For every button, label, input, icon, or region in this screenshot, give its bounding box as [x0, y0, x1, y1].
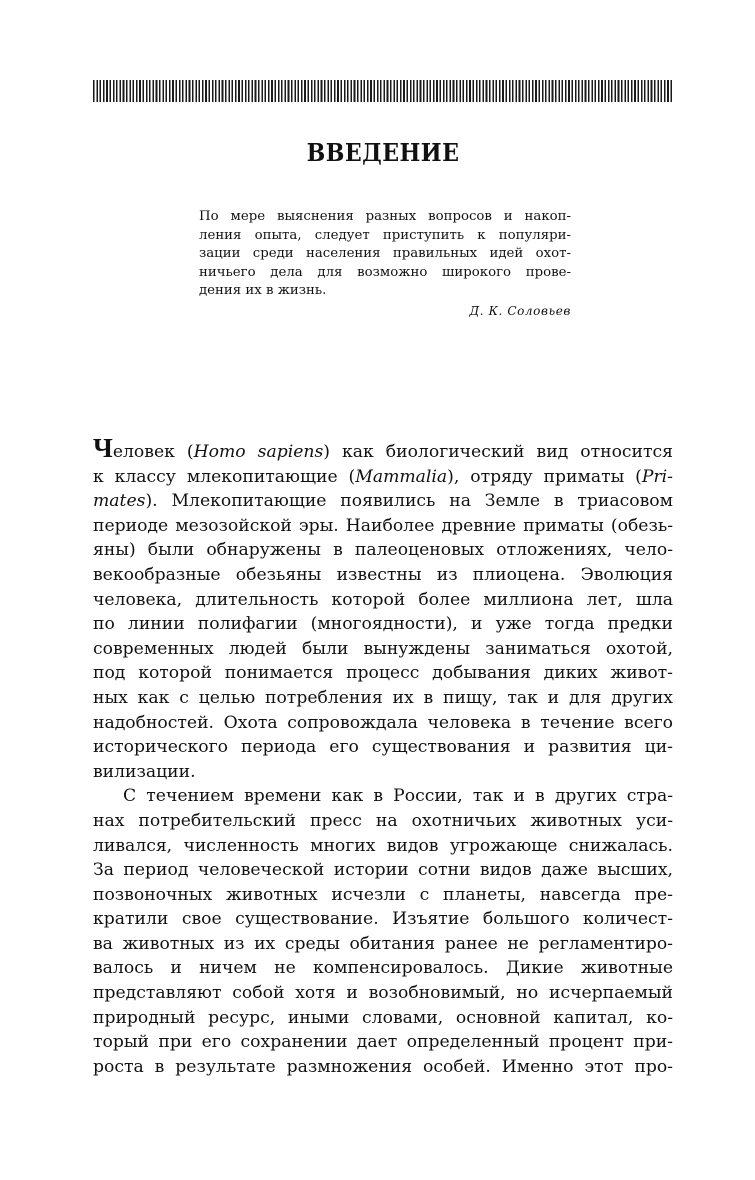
text-run: ). Млекопитающие появились на Земле в триасовом [145, 491, 673, 512]
latin-term: Homo sapiens [193, 442, 324, 462]
epigraph-line: зации среди населения правильных идей охот- [199, 246, 571, 261]
text-line [93, 465, 673, 490]
text-line: нах потребительский пресс на охотничьих животных уси- [93, 810, 673, 831]
body-text [93, 438, 673, 1079]
text-line: вилизации. [93, 761, 196, 782]
text-line: векообразные обезьяны известны из плиоцена. Эволюция [93, 564, 673, 585]
text-line: С течением времени как в России, так и в других стра- [123, 786, 673, 807]
text-line [93, 438, 673, 465]
text-line: роста в результате размножения особей. Именно этот про- [93, 1056, 673, 1077]
text-line: под которой понимается процесс добывания диких живот- [93, 663, 673, 684]
text-line: яны) были обнаружены в палеоценовых отложениях, чело- [93, 540, 673, 561]
epigraph-line: По мере выяснения разных вопросов и накоп- [199, 209, 571, 224]
text-line: валось и ничем не компенсировалось. Дикие животные [93, 958, 673, 979]
text-line: человека, длительность которой более миллиона лет, шла [93, 589, 673, 610]
drop-cap: Ч [93, 438, 113, 463]
text-line: природный ресурс, иными словами, основной капитал, ко- [93, 1007, 673, 1028]
text-line: торый при его сохранении дает определенный процент при- [93, 1032, 673, 1053]
text-run: к классу млекопитающие ( [93, 466, 356, 487]
text-line: ных как с целью потребления их в пищу, так и для других [93, 687, 673, 708]
epigraph [199, 208, 571, 320]
text-line: кратили свое существование. Изъятие большого количест- [93, 909, 673, 930]
epigraph-line: ничьего дела для возможно широкого прове- [199, 264, 571, 280]
text-line: За период человеческой истории сотни видов даже высших, [93, 860, 673, 881]
latin-term: mates [93, 491, 146, 512]
text-line: периоде мезозойской эры. Наиболее древние приматы (обезь- [93, 515, 673, 536]
text-line: позвоночных животных исчезли с планеты, навсегда пре- [93, 884, 673, 905]
chapter-title: ВВЕДЕНИЕ [306, 138, 460, 167]
latin-term: Mammalia [355, 466, 448, 487]
text-line: исторического периода его существования и развития ци- [93, 737, 673, 758]
text-line: представляют собой хотя и возобновимый, но исчерпаемый [93, 983, 673, 1004]
text-line: надобностей. Охота сопровождала человека в течение всего [93, 712, 673, 733]
chapter-header-band [93, 80, 673, 102]
text-line [93, 489, 673, 514]
text-line: ливался, численность многих видов угрожающе снижалась. [93, 835, 673, 856]
epigraph-line: дения их в жизнь. [199, 283, 327, 298]
epigraph-line: ления опыта, следует приступить к популяри- [199, 227, 571, 243]
text-line: современных людей были вынуждены заниматься охотой, [93, 638, 673, 659]
text-run: ), отряду приматы ( [447, 466, 642, 487]
text-run: ) как биологический вид относится [323, 442, 673, 462]
text-line: ва животных из их среды обитания ранее не регламентиро- [93, 933, 673, 954]
latin-term: Pri- [641, 466, 673, 487]
text-run: еловек ( [112, 442, 194, 462]
epigraph-author: Д. К. Соловьев [469, 303, 571, 318]
text-line: по линии полифагии (многоядности), и уже тогда предки [93, 614, 673, 635]
